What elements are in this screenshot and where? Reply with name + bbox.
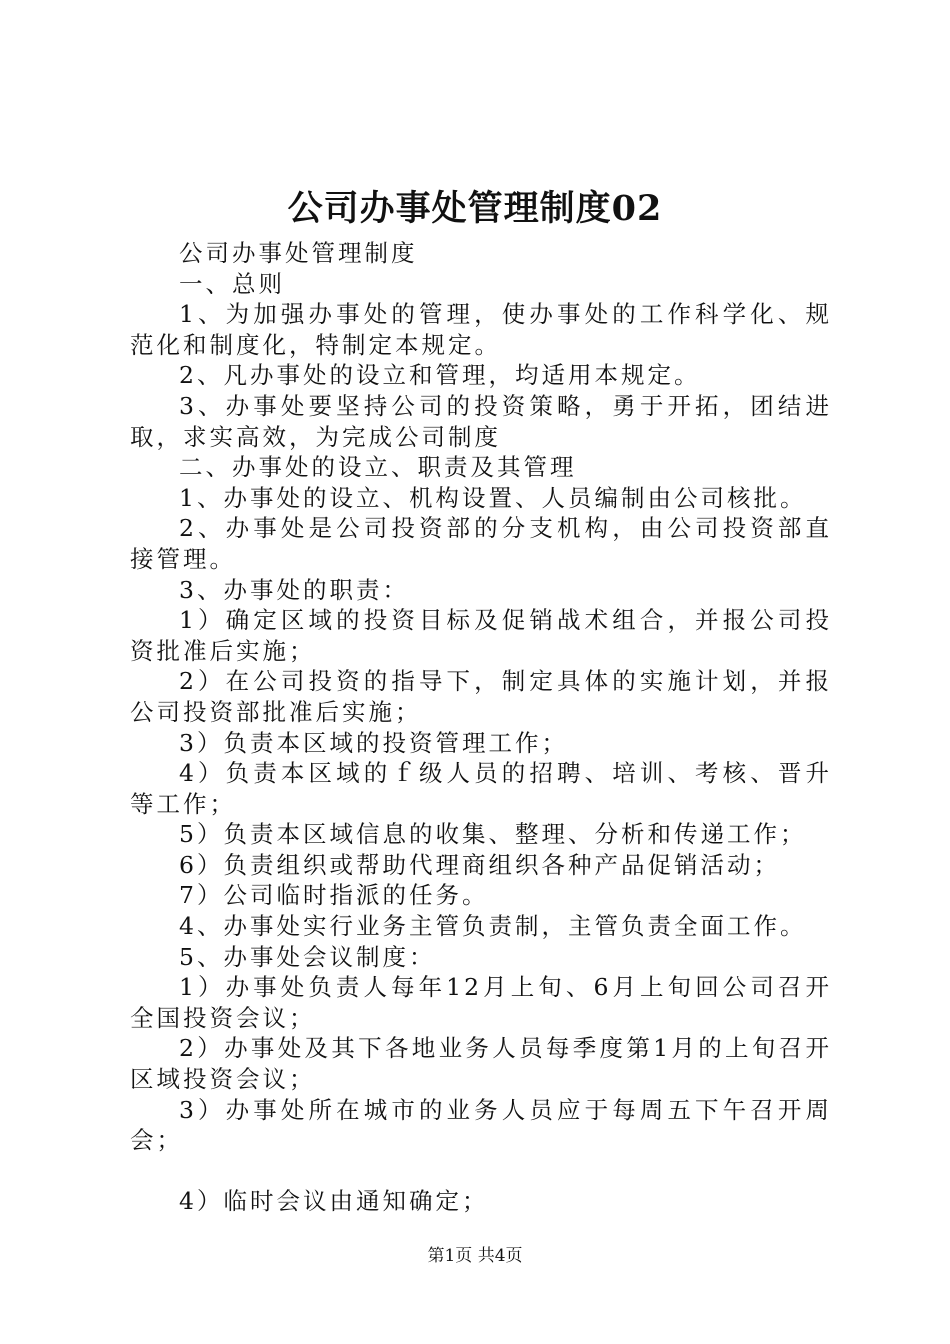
paragraph: 1、为加强办事处的管理，使办事处的工作科学化、规范化和制度化，特制定本规定。 [130, 300, 832, 359]
paragraph: 5、办事处会议制度： [179, 942, 436, 971]
paragraph: 5）负责本区域信息的收集、整理、分析和传递工作； [179, 820, 807, 849]
paragraph: 7）公司临时指派的任务。 [179, 881, 489, 910]
document-body [130, 238, 832, 1217]
paragraph: 1）确定区域的投资目标及促销战术组合，并报公司投资批准后实施； [130, 606, 832, 665]
paragraph: 2）在公司投资的指导下，制定具体的实施计划，并报公司投资部批准后实施； [130, 667, 832, 726]
document-title: 公司办事处管理制度02 [287, 188, 663, 229]
paragraph: 3、办事处要坚持公司的投资策略，勇于开拓，团结进取，求实高效，为完成公司制度 [130, 391, 832, 451]
paragraph: 3）办事处所在城市的业务人员应于每周五下午召开周会； [130, 1095, 832, 1155]
paragraph: 1）办事处负责人每年12月上旬、6月上旬回公司召开全国投资会议； [130, 973, 832, 1032]
paragraph: 4）负责本区域的ｆ级人员的招聘、培训、考核、晋升等工作； [130, 759, 832, 818]
paragraph: 公司办事处管理制度 [179, 239, 418, 267]
paragraph: 3）负责本区域的投资管理工作； [179, 728, 568, 757]
paragraph: 4）临时会议由通知确定； [179, 1187, 489, 1216]
page-footer: 第1页 共4页 [427, 1246, 523, 1266]
section-heading: 一、总则 [179, 269, 285, 298]
paragraph: 1、办事处的设立、机构设置、人员编制由公司核批。 [179, 483, 807, 512]
section-heading: 二、办事处的设立、职责及其管理 [179, 453, 577, 482]
paragraph: 2）办事处及其下各地业务人员每季度第1月的上旬召开区域投资会议； [130, 1034, 832, 1094]
paragraph: 3、办事处的职责： [179, 575, 409, 604]
paragraph: 4、办事处实行业务主管负责制，主管负责全面工作。 [179, 912, 807, 941]
paragraph: 6）负责组织或帮助代理商组织各种产品促销活动； [179, 850, 780, 879]
paragraph: 2、办事处是公司投资部的分支机构，由公司投资部直接管理。 [130, 514, 832, 573]
paragraph: 2、凡办事处的设立和管理，均适用本规定。 [179, 361, 701, 390]
